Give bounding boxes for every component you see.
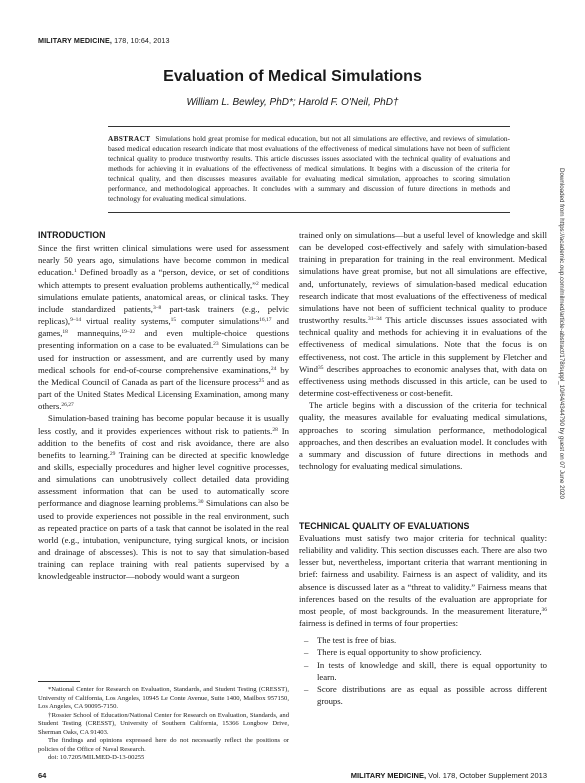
technical-paragraph-1: Evaluations must satisfy two major criteria for technical quality: reliability and validity. This section discusses each. There are also two lesser but, nevertheless, important criteria that warrant mentioning in brief: fairness and usability. Fairness is an aspect of validity, and its absence is discussed later as a “threat to validity.” Fairness means that inferences based on the results of the evaluation are appropriate for most people, of most backgrounds. In the measurement literature,$^{36}$ fairness is defined in terms of four properties: bbox=[299, 533, 547, 629]
running-head-citation: 178, 10:64, 2013 bbox=[114, 36, 170, 45]
technical-section-body bbox=[299, 532, 547, 707]
list-item: – Score distributions are as equal as possible across different groups. bbox=[304, 683, 547, 707]
right-column bbox=[299, 229, 547, 472]
download-watermark-text: Downloaded from https://academic.oup.com/milmed/article-abstract/178/suppl_10/64/4344790 by guest on 07 June 2020 bbox=[558, 168, 565, 499]
footer-journal: MILITARY MEDICINE, bbox=[350, 771, 427, 780]
footnote-author-1: *National Center for Research on Evaluation, Standards, and Student Testing (CRESST), University of California, Los Angeles, 10945 Le Conte Avenue, Suite 1400, Mailbox 957150, Los Angeles, CA 90095-7150. bbox=[38, 686, 289, 710]
intro-paragraph-4: The article begins with a discussion of the criteria for technical quality, the measures available for evaluating medical simulations, approaches to scoring simulation performance, methodological approaches, and then describes an evaluation model. It concludes with a summary and discussion of future directions in methods and technology for evaluating medical simulations. bbox=[299, 400, 547, 471]
list-item: – There is equal opportunity to show proficiency. bbox=[304, 647, 482, 658]
abstract-label: ABSTRACT bbox=[108, 134, 151, 143]
list-item: – In tests of knowledge and skill, there is equal opportunity to learn. bbox=[304, 659, 547, 682]
footer-issue: Vol. 178, October Supplement 2013 bbox=[428, 771, 547, 780]
article-title: Evaluation of Medical Simulations bbox=[163, 68, 422, 85]
running-head-journal: MILITARY MEDICINE, bbox=[38, 36, 112, 45]
running-footer bbox=[310, 771, 547, 780]
footnote-author-2: †Rossier School of Education/National Center for Research on Evaluation, Standards, and Student Testing (CRESST), University of Southern California, 15366 Longbow Drive, Sherman Oaks, CA 91403. bbox=[38, 711, 289, 736]
download-watermark bbox=[558, 168, 573, 598]
footnotes bbox=[38, 686, 289, 763]
abstract-top-rule bbox=[108, 126, 510, 127]
intro-paragraph-1: Since the first written clinical simulations were used for assessment nearly 50 years ago, simulations have become common in medical education.$^1$ Defined broadly as a “person, device, or set of conditions which attempts to present evaluation problems authentically,”$^2$ medical simulations emulate patients, anatomical areas, or clinical tasks. They include standardized patients,$^{3-8}$ part-task trainers (e.g., pelvic replicas),$^{9-14}$ virtual reality systems,$^{15}$ computer simulations$^{16,17}$ and games,$^{18}$ mannequins,$^{19-22}$ and even multiple-choice questions presenting information on a case to be evaluated.$^{23}$ Simulations can be used for instruction or assessment, and are currently used by many medical schools for end-of-course comprehensive examinations,$^{24}$ by the Medical Council of Canada as part of the licensure process$^{25}$ and as part of the United States Medical Licensing Examination, among many others.$^{26,27}$ bbox=[38, 243, 290, 412]
section-heading-introduction: INTRODUCTION bbox=[38, 230, 106, 240]
intro-paragraph-3: trained only on simulations—but a useful level of knowledge and skill can be developed cost-effectively and safely with simulation-based training in preparation for training in the real environment. Medical simulations have great promise, but not all simulations are effective, and, unfortunately, reviews of simulation-based medical education research indicate that most evaluations of the effectiveness of medical simulations have not been of sufficient technical quality to produce trustworthy results.$^{31-34}$ This article discusses issues associated with technical quality and methods for achieving it in evaluations of the effectiveness of medical simulations. Note that the focus is on effectiveness, not cost. The article in this supplement by Fletcher and Wind$^{35}$ describes approaches to economic analyses that, with data on effectiveness using methods discussed in this article, can be used to determine cost-effectiveness or cost-benefit. bbox=[299, 230, 547, 399]
page-number: 64 bbox=[38, 771, 47, 780]
article-authors: William L. Bewley, PhD*; Harold F. O'Neil, PhD† bbox=[186, 97, 399, 108]
section-heading-technical-quality: TECHNICAL QUALITY OF EVALUATIONS bbox=[299, 521, 470, 531]
footnote-doi: doi: 10.7205/MILMED-D-13-00255 bbox=[48, 754, 145, 761]
abstract-text: Simulations hold great promise for medical education, but not all simulations are effective, and reviews of simulation-based medical education research indicate that most evaluations of the effectiveness of medical simulations have not been of sufficient technical quality to produce trustworthy results. This article discusses issues associated with the technical quality of evaluations and methods for achieving it in evaluations of the effectiveness of medical simulations. It begins with a discussion of the criteria for technical quality, and then discusses measures available for evaluating medical simulation, approaches to scoring simulation performance, and methodological approaches. It concludes with a summary and discussion of future directions in methods and technology for evaluating medical simulations. bbox=[108, 134, 510, 204]
running-head bbox=[38, 36, 170, 45]
intro-paragraph-2: Simulation-based training has become popular because it is usually less costly, and it provides experiences without risk to patients.$^{28}$ In addition to the benefits of cost and risk avoidance, there are also benefits to learning.$^{29}$ Training can be directed at specific knowledge and skills, especially procedures and higher level cognitive processes, and simulations can unobtrusively collect detailed data providing assessment information that can be used to automatically score performance and diagnose learning problems.$^{30}$ Simulations can also be used to provide experiences not possible in the real environment, such as repeated practice on parts of a task that cannot be isolated in the real world (e.g., intubation, venipuncture, tying surgical knots, or incision and drainage of abscesses). This is not to say that simulation-based training can replace training with real patients supervised by a knowledgeable instructor—nobody would want a surgeon bbox=[38, 413, 289, 582]
footnote-disclaimer: The findings and opinions expressed here do not necessarily reflect the positions or policies of the Office of Naval Research. bbox=[38, 737, 289, 753]
fairness-property-list bbox=[299, 634, 547, 707]
left-column bbox=[38, 229, 289, 583]
footnote-rule bbox=[38, 681, 80, 682]
abstract bbox=[108, 134, 510, 204]
abstract-bottom-rule bbox=[108, 212, 510, 213]
list-item: – The test is free of bias. bbox=[304, 635, 397, 646]
